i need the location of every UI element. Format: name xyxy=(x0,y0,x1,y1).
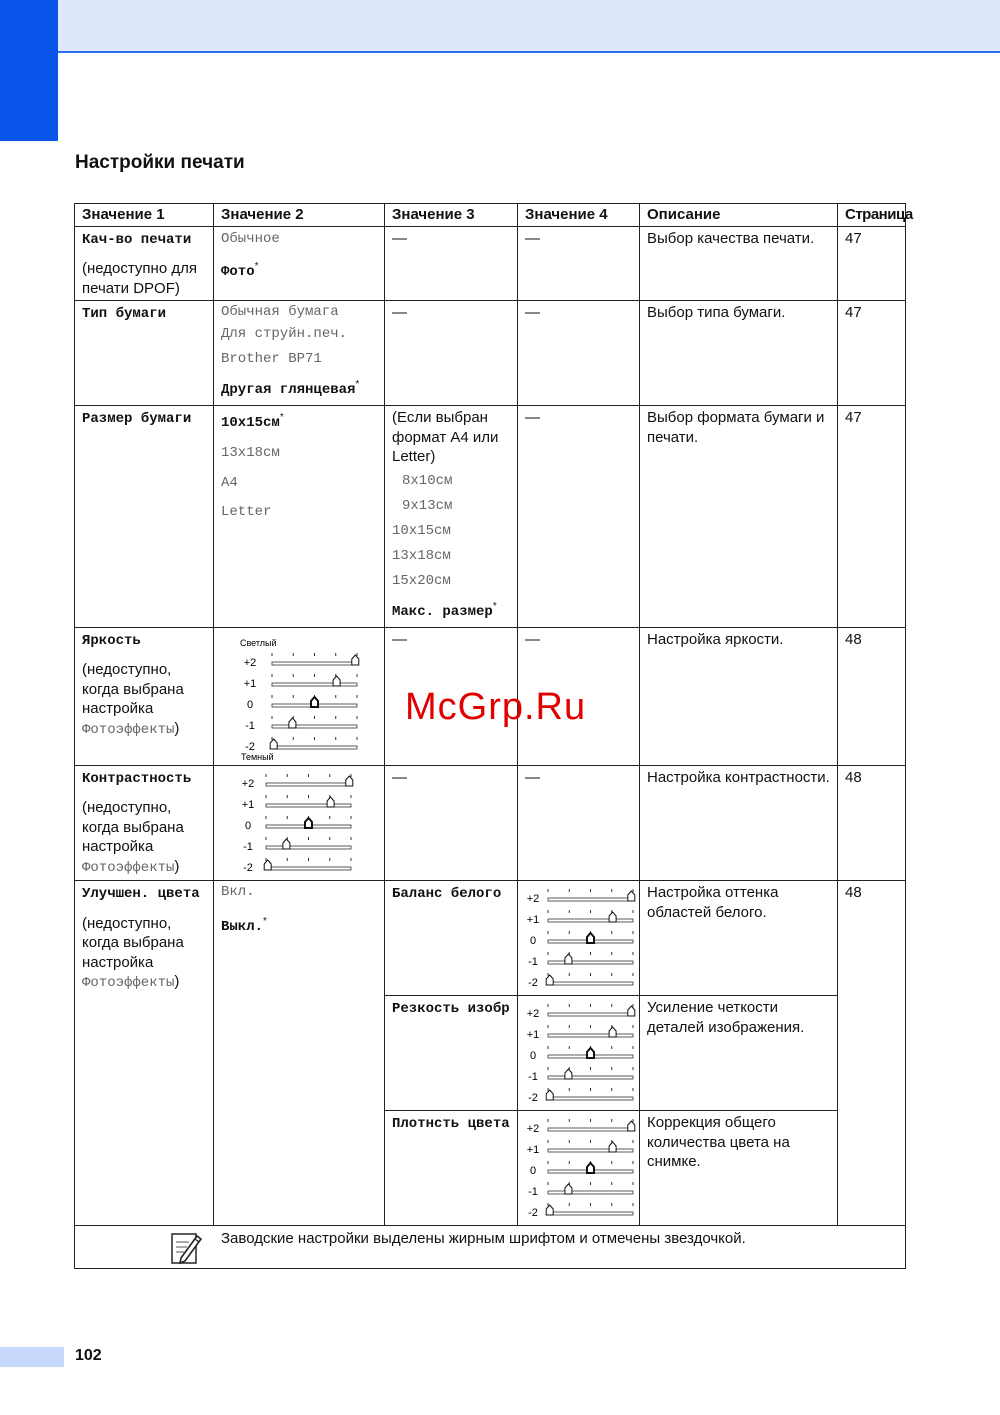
option-value: Вкл. xyxy=(221,884,255,900)
sharpness-slider-graphic xyxy=(522,1000,637,1108)
slider-level-label: 0 xyxy=(244,819,252,832)
table-row xyxy=(75,881,906,996)
slider-level-label: 0 xyxy=(529,935,537,947)
slider-knob xyxy=(346,776,353,786)
slider-rows xyxy=(242,774,353,874)
slider-knob xyxy=(565,1184,572,1194)
slider-knob xyxy=(311,697,318,707)
setting-name: Размер бумаги xyxy=(82,411,192,427)
value4-cell: — xyxy=(518,226,640,301)
header-page: Страница xyxy=(838,204,906,227)
header-band xyxy=(58,0,1000,53)
slider-knob xyxy=(587,933,594,943)
slider-rows xyxy=(244,653,359,753)
slider-knob xyxy=(333,676,340,686)
slider-level-label: +2 xyxy=(526,1123,540,1135)
description: Коррекция общего количества цвета на снимке. xyxy=(640,1111,838,1226)
slider-level-label: 0 xyxy=(529,1050,537,1062)
page-ref: 48 xyxy=(838,627,906,765)
color-density-slider-graphic xyxy=(522,1115,637,1223)
description: Усиление четкости деталей изображения. xyxy=(640,996,838,1111)
slider-level-label: -1 xyxy=(528,1186,538,1198)
slider-level-label: -2 xyxy=(245,740,255,753)
slider-level-label: -2 xyxy=(528,977,538,989)
setting-note-end: ) xyxy=(174,857,180,875)
option-value: Letter xyxy=(221,504,272,520)
option-value: 8x10см xyxy=(402,472,453,489)
slider-track xyxy=(548,1212,633,1215)
table-row xyxy=(75,226,906,301)
slider-level-label: -1 xyxy=(528,1071,538,1083)
slider-level-label: -2 xyxy=(528,1207,538,1219)
option-value: 15x20см xyxy=(392,572,451,589)
slider-knob xyxy=(565,1069,572,1079)
slider-knob xyxy=(587,1048,594,1058)
asterisk: * xyxy=(263,916,267,927)
setting-note-end: ) xyxy=(174,973,180,990)
slider-level-label: +2 xyxy=(241,777,255,790)
slider-track xyxy=(548,919,633,922)
sub-setting-name: Резкость изобр xyxy=(392,1001,510,1017)
header-description: Описание xyxy=(640,204,838,227)
header-value2: Значение 2 xyxy=(214,204,385,227)
slider-level-label: +2 xyxy=(243,656,257,669)
slider-knob xyxy=(264,860,271,870)
contrast-slider-graphic xyxy=(236,770,366,878)
chapter-tab xyxy=(0,0,58,141)
sub-setting-name: Плотнсть цвета xyxy=(392,1116,510,1132)
description: Настройка оттенка областей белого. xyxy=(640,881,838,996)
description: Выбор качества печати. xyxy=(640,226,838,301)
option-value: Brother BP71 xyxy=(221,351,322,367)
description: Настройка яркости. xyxy=(640,627,838,765)
dark-label: Темный xyxy=(241,751,274,762)
slider-track xyxy=(266,804,351,807)
option-value: 13x18см xyxy=(221,445,280,461)
slider-knob xyxy=(546,975,553,985)
slider-track xyxy=(272,725,357,728)
option-value: Для струйн.печ. xyxy=(221,326,348,342)
watermark: McGrp.Ru xyxy=(405,686,587,728)
setting-note-mono: Фотоэффекты xyxy=(82,721,175,738)
slider-knob xyxy=(546,1090,553,1100)
option-value-default: Другая глянцевая xyxy=(221,382,356,398)
page-ref: 47 xyxy=(838,406,906,628)
page-number: 102 xyxy=(75,1347,102,1364)
slider-track xyxy=(548,961,633,964)
slider-level-label: +1 xyxy=(526,914,540,926)
slider-knob xyxy=(327,797,334,807)
slider-knob xyxy=(305,818,312,828)
value4-cell: — xyxy=(518,406,640,628)
header-value3: Значение 3 xyxy=(385,204,518,227)
slider-knob xyxy=(628,1006,635,1016)
slider-level-label: +1 xyxy=(243,677,257,690)
page-ref: 48 xyxy=(838,881,906,1226)
option-value: Обычное xyxy=(221,230,280,247)
slider-track xyxy=(266,867,351,870)
slider-knob xyxy=(587,1163,594,1173)
slider-level-label: 0 xyxy=(529,1165,537,1177)
setting-name: Кач-во печати xyxy=(82,231,192,248)
option-value: 9x13см xyxy=(402,497,453,514)
value3-cell: — xyxy=(385,627,518,765)
slider-knob xyxy=(289,718,296,728)
option-value-default: 10x15см xyxy=(221,415,280,431)
page-ref: 48 xyxy=(838,765,906,881)
option-value-default: Фото xyxy=(221,263,255,280)
setting-note-end: ) xyxy=(174,719,180,737)
setting-note: (недоступно, когда выбрана настройка xyxy=(82,914,184,971)
slider-track xyxy=(266,783,351,786)
white-balance-slider-graphic xyxy=(522,885,637,993)
setting-note-mono: Фотоэффекты xyxy=(82,859,175,876)
asterisk: * xyxy=(492,600,497,612)
slider-knob xyxy=(609,912,616,922)
slider-level-label: +2 xyxy=(526,893,540,905)
slider-knob xyxy=(609,1142,616,1152)
note-pencil-icon xyxy=(169,1230,203,1266)
slider-track xyxy=(548,982,633,985)
slider-knob xyxy=(270,739,277,749)
header-value4: Значение 4 xyxy=(518,204,640,227)
slider-knob xyxy=(352,655,359,665)
slider-level-label: -1 xyxy=(245,719,255,732)
asterisk: * xyxy=(279,412,284,423)
value3-note: (Если выбран формат A4 или Letter) xyxy=(392,409,499,465)
table-row xyxy=(75,406,906,628)
asterisk: * xyxy=(254,260,259,272)
table-row xyxy=(75,765,906,881)
setting-name: Улучшен. цвета xyxy=(82,886,200,902)
page-number-bar xyxy=(0,1347,64,1367)
light-label: Светлый xyxy=(240,637,277,648)
slider-level-label: -2 xyxy=(243,861,253,874)
description: Настройка контрастности. xyxy=(640,765,838,881)
slider-track xyxy=(548,1149,633,1152)
value3-cell: — xyxy=(385,765,518,881)
slider-track xyxy=(548,1034,633,1037)
setting-name: Контрастность xyxy=(82,770,192,787)
table-header-row xyxy=(75,204,906,227)
brightness-slider-graphic xyxy=(234,634,364,762)
value4-cell: — xyxy=(518,765,640,881)
slider-knob xyxy=(546,1205,553,1215)
footnote-text: Заводские настройки выделены жирным шрифтом и отмечены звездочкой. xyxy=(221,1230,746,1247)
setting-note: (недоступно для печати DPOF) xyxy=(82,260,197,297)
table-row xyxy=(75,301,906,406)
setting-name: Яркость xyxy=(82,632,141,649)
option-value-default: Выкл. xyxy=(221,919,264,935)
value3-cell: — xyxy=(385,226,518,301)
slider-level-label: +1 xyxy=(526,1029,540,1041)
slider-track xyxy=(548,1097,633,1100)
slider-level-label: -1 xyxy=(243,840,253,853)
slider-level-label: +1 xyxy=(241,798,255,811)
slider-knob xyxy=(283,839,290,849)
slider-level-label: +1 xyxy=(526,1144,540,1156)
slider-rows xyxy=(527,1119,635,1219)
slider-knob xyxy=(565,954,572,964)
asterisk: * xyxy=(355,379,360,390)
page-ref: 47 xyxy=(838,301,906,406)
slider-track xyxy=(272,746,357,749)
option-value: A4 xyxy=(221,474,238,491)
setting-note: (недоступно, когда выбрана настройка xyxy=(82,799,184,855)
value3-cell: — xyxy=(385,301,518,406)
slider-track xyxy=(548,1128,633,1131)
slider-track xyxy=(272,662,357,665)
slider-knob xyxy=(628,1121,635,1131)
slider-track xyxy=(548,1191,633,1194)
slider-level-label: 0 xyxy=(246,698,254,711)
slider-track xyxy=(548,1076,633,1079)
slider-track xyxy=(548,1013,633,1016)
header-value1: Значение 1 xyxy=(75,204,214,227)
sub-setting-name: Баланс белого xyxy=(392,886,502,902)
option-value: 13x18см xyxy=(392,547,451,564)
slider-knob xyxy=(628,891,635,901)
value4-cell: — xyxy=(518,301,640,406)
option-value: 10x15см xyxy=(392,522,451,539)
slider-rows xyxy=(527,1004,635,1104)
setting-name: Тип бумаги xyxy=(82,306,167,322)
description: Выбор формата бумаги и печати. xyxy=(640,406,838,628)
page-ref: 47 xyxy=(838,226,906,301)
slider-knob xyxy=(609,1027,616,1037)
description: Выбор типа бумаги. xyxy=(640,301,838,406)
settings-table xyxy=(74,203,913,1269)
option-value-default: Макс. размер xyxy=(392,603,493,620)
slider-rows xyxy=(527,889,635,989)
slider-level-label: +2 xyxy=(526,1008,540,1020)
slider-level-label: -1 xyxy=(528,956,538,968)
setting-note-mono: Фотоэффекты xyxy=(82,975,175,991)
value4-cell: — xyxy=(518,627,640,765)
slider-level-label: -2 xyxy=(528,1092,538,1104)
option-value: Обычная бумага xyxy=(221,304,339,320)
slider-track xyxy=(272,683,357,686)
footnote-row xyxy=(75,1226,906,1269)
slider-track xyxy=(548,898,633,901)
section-title: Настройки печати xyxy=(75,152,245,173)
slider-track xyxy=(266,846,351,849)
setting-note: (недоступно, когда выбрана настройка xyxy=(82,661,184,717)
